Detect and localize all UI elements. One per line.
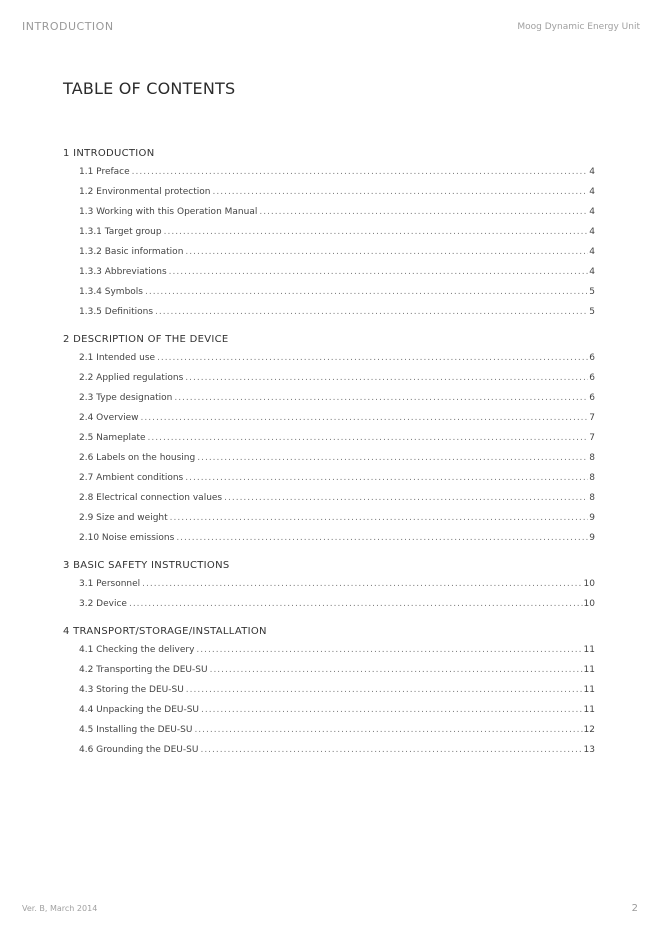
toc-entry-page: 5: [589, 287, 595, 297]
toc-leader-dots: [145, 282, 588, 302]
toc-entry-page: 11: [583, 645, 595, 655]
toc-entry[interactable]: [63, 574, 595, 594]
toc-entry[interactable]: [63, 640, 595, 660]
toc-entry-label: 2.4 Overview: [79, 413, 139, 423]
toc-leader-dots: [186, 680, 583, 700]
toc-entry[interactable]: [63, 528, 595, 548]
toc-entry-page: 8: [589, 473, 595, 483]
toc-entry[interactable]: [63, 448, 595, 468]
toc-leader-dots: [259, 202, 588, 222]
toc-entry-label: 2.9 Size and weight: [79, 513, 168, 523]
toc-leader-dots: [194, 720, 582, 740]
toc-entry-page: 4: [589, 267, 595, 277]
toc-entry[interactable]: [63, 488, 595, 508]
toc-entry[interactable]: [63, 660, 595, 680]
toc-leader-dots: [132, 162, 589, 182]
toc-entry[interactable]: [63, 428, 595, 448]
toc-entry-label: 2.8 Electrical connection values: [79, 493, 223, 503]
toc-entry-page: 7: [589, 433, 595, 443]
toc-entry-page: 6: [589, 353, 595, 363]
toc-entry-label: 1.2 Environmental protection: [79, 187, 211, 197]
toc-entry-label: 2.10 Noise emissions: [79, 533, 175, 543]
toc-entry-page: 4: [589, 187, 595, 197]
toc-leader-dots: [129, 594, 583, 614]
toc-entry-page: 4: [589, 167, 595, 177]
toc-entry[interactable]: [63, 348, 595, 368]
toc-entry-page: 6: [589, 393, 595, 403]
toc-entry[interactable]: [63, 262, 595, 282]
toc-leader-dots: [141, 408, 589, 428]
toc-entry-label: 1.3.2 Basic information: [79, 247, 184, 257]
toc-leader-dots: [197, 448, 588, 468]
toc-entry-page: 11: [583, 705, 595, 715]
toc-leader-dots: [224, 488, 588, 508]
toc-entry[interactable]: [63, 388, 595, 408]
toc-leader-dots: [169, 262, 589, 282]
toc-entry-label: 1.3.3 Abbreviations: [79, 267, 167, 277]
toc-entry-page: 12: [583, 725, 595, 735]
toc-section-title[interactable]: 4 TRANSPORT/STORAGE/INSTALLATION: [63, 626, 267, 637]
toc-leader-dots: [157, 348, 588, 368]
table-of-contents: [63, 146, 595, 770]
toc-leader-dots: [170, 508, 589, 528]
toc-entry-label: 1.3.5 Definitions: [79, 307, 154, 317]
toc-section-title[interactable]: 3 BASIC SAFETY INSTRUCTIONS: [63, 560, 230, 571]
toc-entry[interactable]: [63, 242, 595, 262]
toc-entry[interactable]: [63, 468, 595, 488]
toc-entry-label: 4.4 Unpacking the DEU-SU: [79, 705, 200, 715]
toc-entry-label: 4.6 Grounding the DEU-SU: [79, 745, 199, 755]
toc-leader-dots: [210, 660, 583, 680]
page-title: TABLE OF CONTENTS: [63, 79, 236, 98]
toc-entry[interactable]: [63, 720, 595, 740]
toc-entry-label: 4.3 Storing the DEU-SU: [79, 685, 184, 695]
toc-entry[interactable]: [63, 368, 595, 388]
toc-entry[interactable]: [63, 222, 595, 242]
toc-entry-label: 4.1 Checking the delivery: [79, 645, 195, 655]
toc-entry[interactable]: [63, 700, 595, 720]
toc-section: [63, 146, 595, 322]
toc-section: [63, 332, 595, 548]
toc-entry-page: 6: [589, 373, 595, 383]
toc-entry-label: 4.2 Transporting the DEU-SU: [79, 665, 208, 675]
toc-entry-page: 11: [583, 685, 595, 695]
toc-entry-page: 4: [589, 247, 595, 257]
toc-leader-dots: [201, 700, 583, 720]
toc-entry-page: 9: [589, 533, 595, 543]
toc-entry-label: 1.3.1 Target group: [79, 227, 162, 237]
toc-entry-page: 4: [589, 207, 595, 217]
toc-leader-dots: [155, 302, 588, 322]
toc-entry[interactable]: [63, 680, 595, 700]
footer-page-number: 2: [631, 903, 638, 914]
toc-leader-dots: [200, 740, 582, 760]
toc-entry-label: 1.3 Working with this Operation Manual: [79, 207, 258, 217]
toc-entry[interactable]: [63, 408, 595, 428]
toc-section-title[interactable]: 2 DESCRIPTION OF THE DEVICE: [63, 334, 229, 345]
toc-entry-label: 2.3 Type designation: [79, 393, 173, 403]
toc-leader-dots: [174, 388, 588, 408]
toc-leader-dots: [185, 368, 588, 388]
toc-entry-label: 2.2 Applied regulations: [79, 373, 184, 383]
toc-section-title[interactable]: 1 INTRODUCTION: [63, 148, 155, 159]
toc-section: [63, 558, 595, 614]
toc-entry-page: 10: [583, 579, 595, 589]
toc-leader-dots: [176, 528, 588, 548]
toc-entry-label: 4.5 Installing the DEU-SU: [79, 725, 193, 735]
toc-leader-dots: [164, 222, 589, 242]
toc-entry-label: 2.5 Nameplate: [79, 433, 146, 443]
toc-entry[interactable]: [63, 508, 595, 528]
toc-entry[interactable]: [63, 162, 595, 182]
toc-leader-dots: [142, 574, 582, 594]
toc-entry-page: 4: [589, 227, 595, 237]
toc-entry-label: 1.1 Preface: [79, 167, 130, 177]
toc-entry-label: 2.6 Labels on the housing: [79, 453, 196, 463]
toc-leader-dots: [213, 182, 589, 202]
toc-entry-page: 13: [583, 745, 595, 755]
toc-entry-label: 2.7 Ambient conditions: [79, 473, 184, 483]
toc-entry[interactable]: [63, 202, 595, 222]
toc-leader-dots: [196, 640, 582, 660]
toc-entry[interactable]: [63, 594, 595, 614]
toc-entry-page: 9: [589, 513, 595, 523]
toc-entry-label: 2.1 Intended use: [79, 353, 156, 363]
header-section-label: INTRODUCTION: [22, 20, 114, 33]
toc-leader-dots: [185, 468, 588, 488]
toc-leader-dots: [185, 242, 588, 262]
toc-entry-label: 1.3.4 Symbols: [79, 287, 143, 297]
toc-entry-label: 3.2 Device: [79, 599, 127, 609]
toc-entry-page: 11: [583, 665, 595, 675]
toc-entry-page: 8: [589, 493, 595, 503]
toc-entry[interactable]: [63, 740, 595, 760]
toc-entry-page: 7: [589, 413, 595, 423]
toc-entry[interactable]: [63, 302, 595, 322]
toc-section: [63, 624, 595, 760]
toc-entry-page: 8: [589, 453, 595, 463]
toc-entry[interactable]: [63, 282, 595, 302]
toc-entry-page: 10: [583, 599, 595, 609]
toc-leader-dots: [148, 428, 589, 448]
footer-version: Ver. B, March 2014: [22, 904, 98, 913]
toc-entry-label: 3.1 Personnel: [79, 579, 141, 589]
toc-entry[interactable]: [63, 182, 595, 202]
header-product-name: Moog Dynamic Energy Unit: [517, 22, 640, 32]
toc-entry-page: 5: [589, 307, 595, 317]
